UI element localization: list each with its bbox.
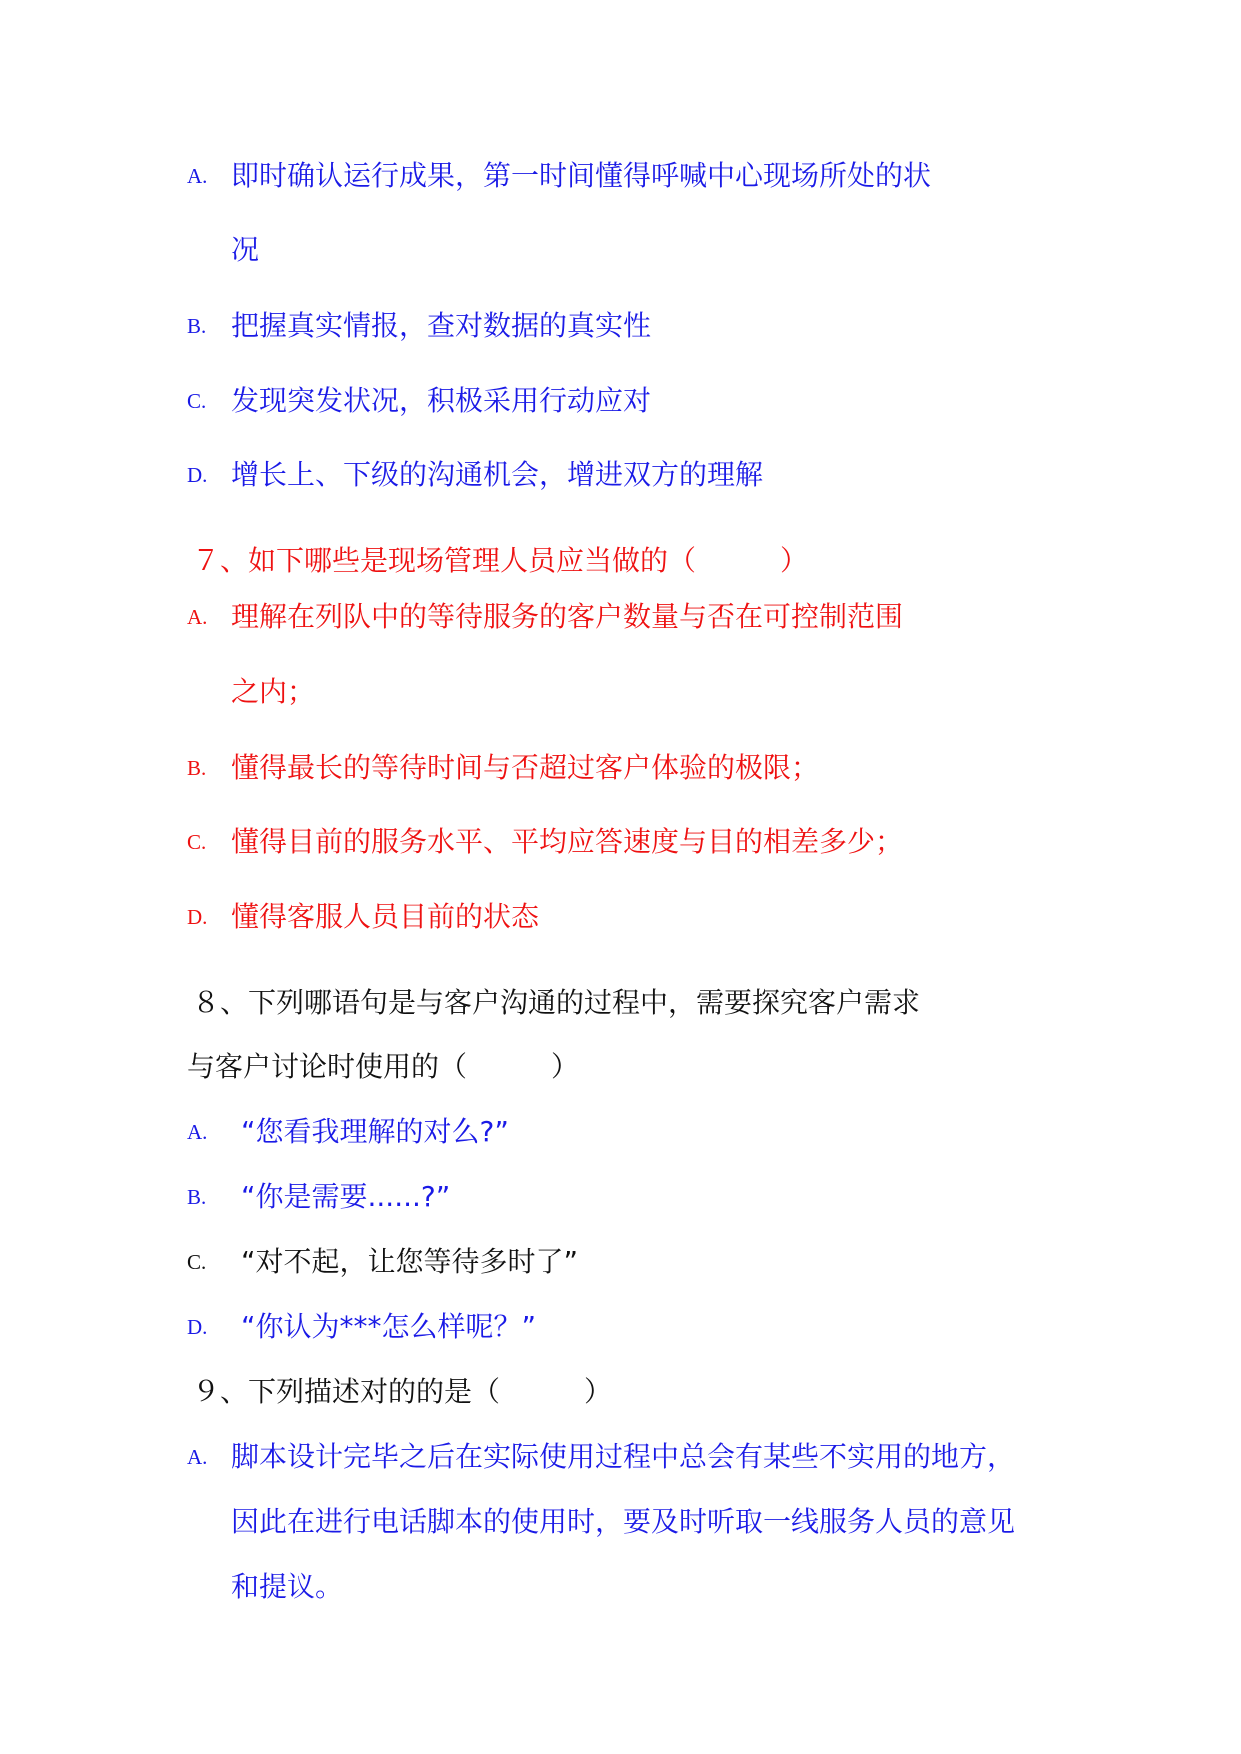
q9-question: ９、下列描述对的的是（ ） <box>192 1375 613 1408</box>
q7-option-a-text-line1: 理解在列队中的等待服务的客户数量与否在可控制范围 <box>231 600 904 633</box>
q8-option-d-text: “你认为***怎么样呢？” <box>241 1310 537 1343</box>
q6-option-a-text-line1: 即时确认运行成果，第一时间懂得呼喊中心现场所处的状 <box>231 159 932 192</box>
q7-option-a-label: A. <box>187 605 208 629</box>
q8-option-d-label: D. <box>187 1315 208 1339</box>
q7-option-b-label: B. <box>187 756 207 780</box>
q8-question-line1: ８、下列哪语句是与客户沟通的过程中，需要探究客户需求 <box>192 986 921 1019</box>
q7-option-a-text-line2: 之内； <box>231 675 316 708</box>
q7-option-b-text: 懂得最长的等待时间与否超过客户体验的极限； <box>231 751 820 784</box>
q7-question: ７、如下哪些是现场管理人员应当做的（ ） <box>192 544 809 577</box>
q6-option-b-label: B. <box>187 314 207 338</box>
q8-option-a-text: “您看我理解的对么?” <box>241 1115 509 1148</box>
q6-option-d-label: D. <box>187 463 208 487</box>
q8-question-line2: 与客户讨论时使用的（ ） <box>187 1050 580 1083</box>
q7-option-d-text: 懂得客服人员目前的状态 <box>231 900 540 933</box>
q8-option-c-text: “对不起，让您等待多时了” <box>241 1245 579 1278</box>
q9-option-a-text-line2: 因此在进行电话脚本的使用时，要及时听取一线服务人员的意见 <box>231 1505 1016 1538</box>
q8-option-b-text: “你是需要......?” <box>241 1180 451 1213</box>
q9-option-a-text-line3: 和提议。 <box>231 1570 344 1603</box>
q6-option-d-text: 增长上、下级的沟通机会，增进双方的理解 <box>231 458 764 491</box>
q8-option-b-label: B. <box>187 1185 207 1209</box>
q6-option-a-label: A. <box>187 164 208 188</box>
q6-option-a-text-line2: 况 <box>231 233 260 266</box>
q6-option-c-text: 发现突发状况，积极采用行动应对 <box>231 384 652 417</box>
q7-option-d-label: D. <box>187 905 208 929</box>
q8-option-a-label: A. <box>187 1120 208 1144</box>
q7-option-c-label: C. <box>187 830 207 854</box>
q6-option-b-text: 把握真实情报，查对数据的真实性 <box>231 309 652 342</box>
q9-option-a-text-line1: 脚本设计完毕之后在实际使用过程中总会有某些不实用的地方， <box>231 1440 1016 1473</box>
q9-option-a-label: A. <box>187 1445 208 1469</box>
q6-option-c-label: C. <box>187 389 207 413</box>
q7-option-c-text: 懂得目前的服务水平、平均应答速度与目的相差多少； <box>231 825 904 858</box>
q8-option-c-label: C. <box>187 1250 207 1274</box>
